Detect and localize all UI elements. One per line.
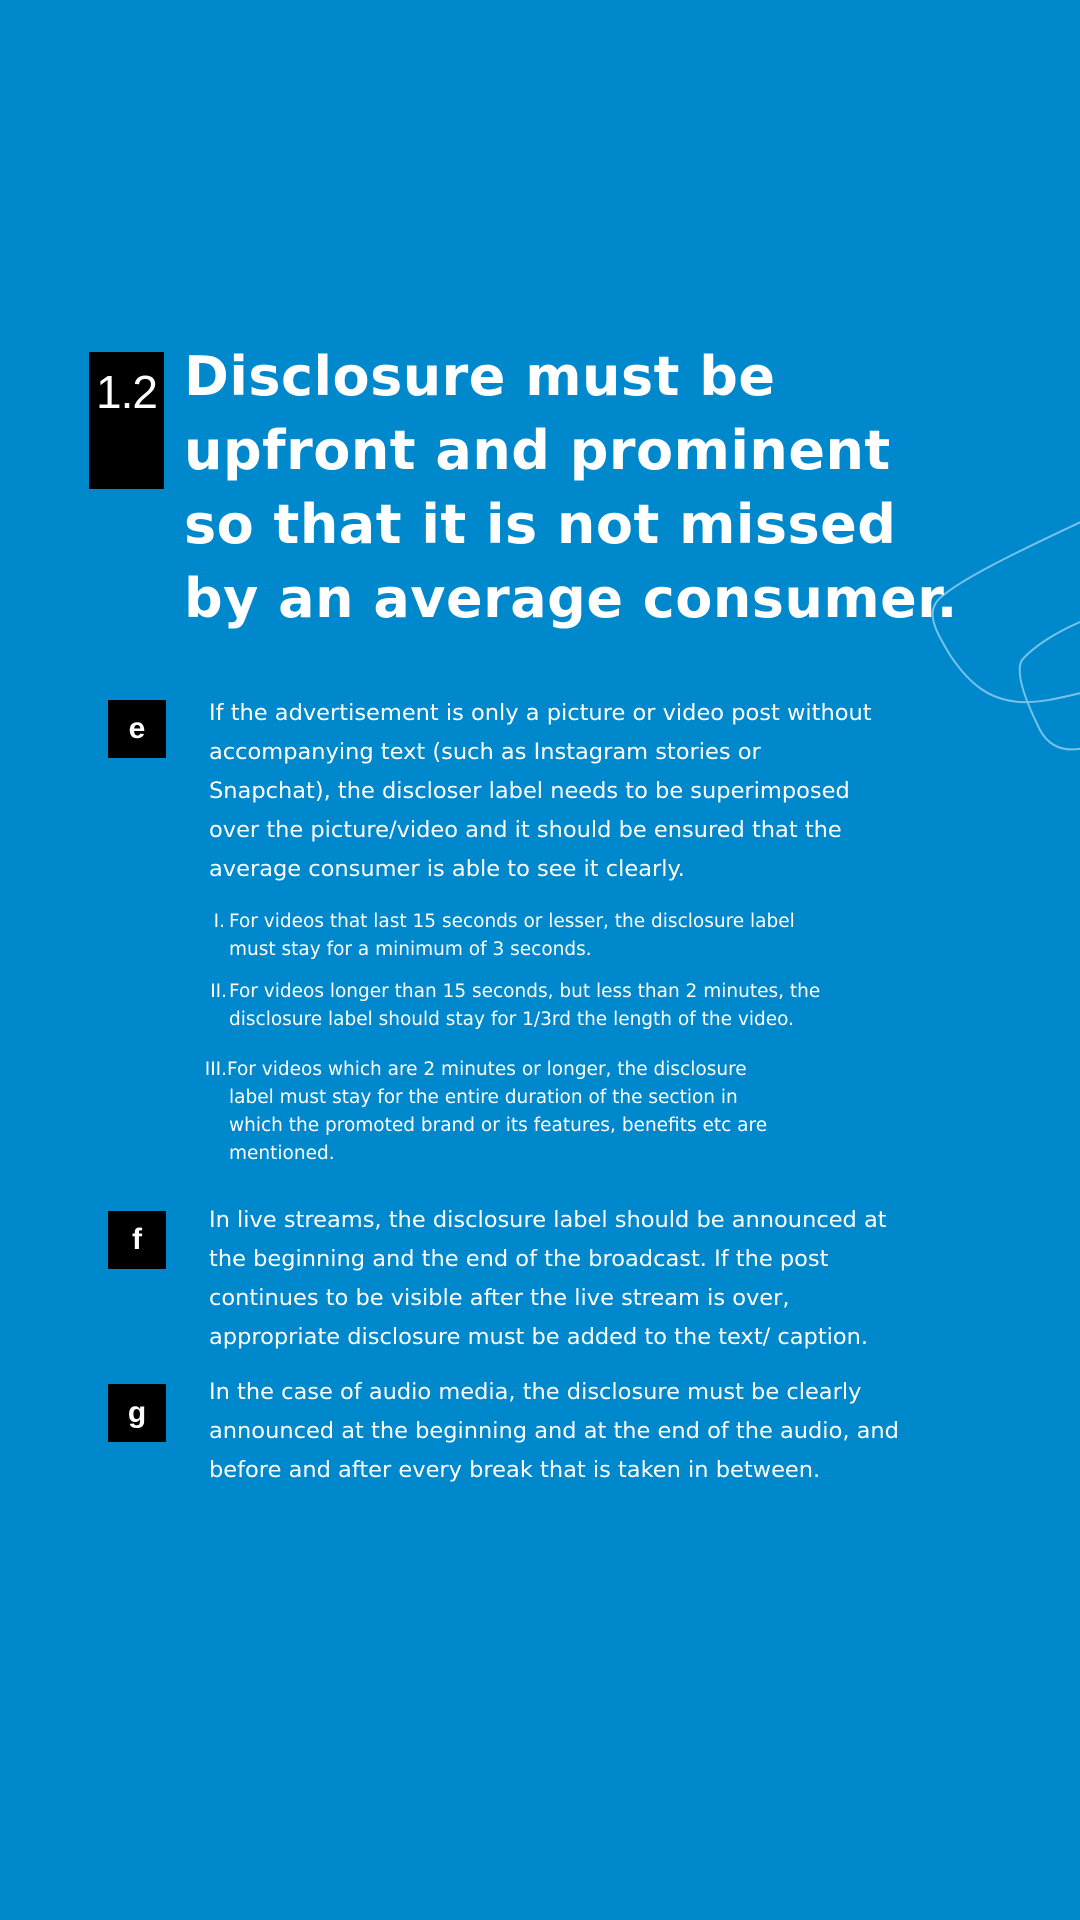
paragraph-line: appropriate disclosure must be added to the text/ caption.: [209, 1324, 869, 1350]
sub-item-line: which the promoted brand or its features, benefits etc are: [229, 1115, 768, 1136]
paragraph-line: announced at the beginning and at the end of the audio, and: [209, 1418, 899, 1444]
sub-item-II: [210, 978, 821, 1034]
heading-line: by an average consumer.: [184, 567, 958, 630]
sub-item-line: For videos longer than 15 seconds, but less than 2 minutes, the: [229, 981, 821, 1002]
decor-curve-inner: [1020, 620, 1080, 749]
paragraph-line: continues to be visible after the live stream is over,: [209, 1285, 790, 1311]
item-badge-g: g: [108, 1384, 166, 1442]
heading-line: Disclosure must be: [184, 345, 776, 408]
sub-item-numeral: III.: [204, 1059, 227, 1080]
item-e-text: [209, 694, 872, 889]
item-g-text: [209, 1373, 899, 1490]
sub-item-line: mentioned.: [229, 1143, 335, 1164]
section-heading: [184, 340, 1044, 636]
paragraph-line: Snapchat), the discloser label needs to be superimposed: [209, 778, 850, 804]
paragraph-line: If the advertisement is only a picture or video post without: [209, 700, 872, 726]
paragraph-line: In live streams, the disclosure label should be announced at: [209, 1207, 887, 1233]
paragraph-line: before and after every break that is taken in between.: [209, 1457, 821, 1483]
paragraph-line: accompanying text (such as Instagram stories or: [209, 739, 761, 765]
item-f-text: [209, 1201, 887, 1357]
sub-item-line: must stay for a minimum of 3 seconds.: [229, 939, 592, 960]
item-badge-f: f: [108, 1211, 166, 1269]
sub-item-I: [213, 908, 795, 964]
sub-item-line: For videos which are 2 minutes or longer, the disclosure: [227, 1059, 747, 1080]
sub-item-line: For videos that last 15 seconds or lesser, the disclosure label: [229, 911, 795, 932]
paragraph-line: over the picture/video and it should be ensured that the: [209, 817, 842, 843]
sub-item-numeral: II.: [210, 981, 227, 1002]
sub-item-line: disclosure label should stay for 1/3rd the length of the video.: [229, 1009, 794, 1030]
paragraph-line: average consumer is able to see it clearly.: [209, 856, 685, 882]
paragraph-line: the beginning and the end of the broadcast. If the post: [209, 1246, 829, 1272]
section-number-badge: 1.2: [89, 352, 164, 489]
sub-item-III: [204, 1056, 768, 1168]
item-badge-e: e: [108, 700, 166, 758]
paragraph-line: In the case of audio media, the disclosure must be clearly: [209, 1379, 862, 1405]
heading-line: so that it is not missed: [184, 493, 897, 556]
sub-item-numeral: I.: [213, 911, 225, 932]
sub-item-line: label must stay for the entire duration of the section in: [229, 1087, 738, 1108]
heading-line: upfront and prominent: [184, 419, 891, 482]
